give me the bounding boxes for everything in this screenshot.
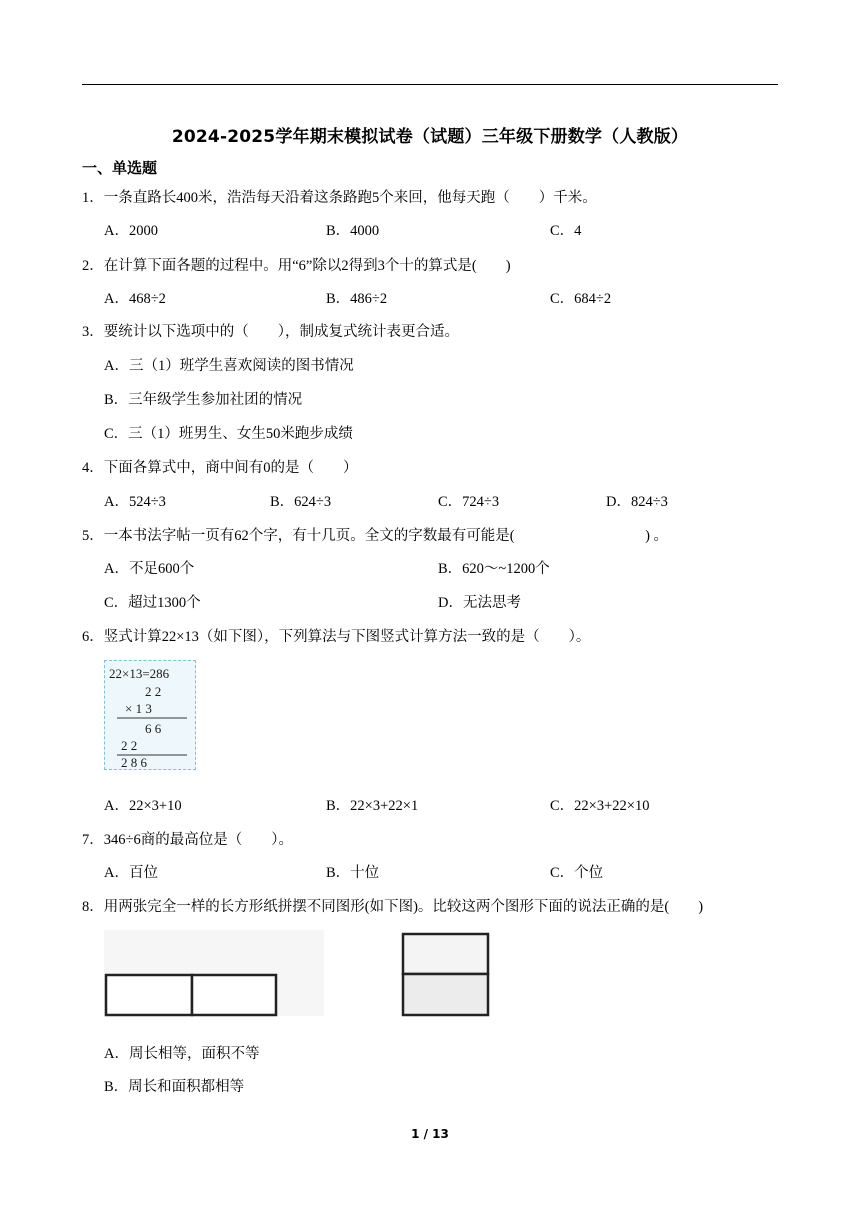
q8-option-a: A．周长相等，面积不等 [104,1046,260,1062]
q7-option-a: A．百位 [104,865,158,881]
q2-option-a: A．468÷2 [104,291,166,307]
calc-header: 22×13=286 [109,666,170,681]
q5-option-a: A．不足600个 [104,561,195,577]
calc-row-2: × 1 3 [125,701,152,716]
q6-option-a: A．22×3+10 [104,798,182,814]
q7-option-c: C．个位 [550,865,604,881]
q1-option-a: A．2000 [104,223,158,239]
section-heading: 一、单选题 [82,159,158,177]
calc-row-1: 2 2 [145,684,162,699]
q5-option-d: D．无法思考 [438,595,521,611]
q8-option-b: B．周长和面积都相等 [104,1079,245,1095]
vertical-calculation-figure [104,660,196,770]
q1-option-b: B．4000 [326,223,380,239]
header-rule [82,84,778,85]
q4-option-d: D．824÷3 [606,494,668,510]
q5-option-c: C．超过1300个 [104,595,201,611]
question-2: 2．在计算下面各题的过程中。用“6”除以2得到3个十的算式是( ) [82,258,511,274]
q5-option-b: B．620～~1200个 [438,561,550,577]
vertical-calculation-svg [105,661,197,771]
question-5: 5．一本书法字帖一页有62个字，有十几页。全文的字数最有可能是( ) 。 [82,528,669,544]
question-6: 6．竖式计算22×13（如下图），下列算法与下图竖式计算方法一致的是（ ）。 [82,629,591,645]
calc-row-4: 2 2 [121,738,138,753]
q6-option-b: B．22×3+22×1 [326,798,419,814]
q6-option-c: C．22×3+22×10 [550,798,650,814]
rectangle-arrangement-figure [100,928,500,1020]
question-1: 1．一条直路长400米，浩浩每天沿着这条路跑5个来回，他每天跑（ ）千米。 [82,190,597,206]
q3-option-c: C．三（1）班男生、女生50米跑步成绩 [104,426,353,442]
question-4: 4．下面各算式中，商中间有0的是（ ） [82,460,358,476]
calc-row-5: 2 8 6 [121,755,147,770]
q3-option-a: A．三（1）班学生喜欢阅读的图书情况 [104,358,354,374]
horizontal-rect-left [106,975,192,1015]
q4-option-b: B．624÷3 [270,494,332,510]
q1-option-c: C．4 [550,223,582,239]
q2-option-b: B．486÷2 [326,291,388,307]
horizontal-rect-right [192,975,276,1015]
question-7: 7．346÷6商的最高位是（ ）。 [82,832,293,848]
question-3: 3．要统计以下选项中的（ ），制成复式统计表更合适。 [82,324,459,340]
q7-option-b: B．十位 [326,865,380,881]
q4-option-a: A．524÷3 [104,494,166,510]
q4-option-c: C．724÷3 [438,494,500,510]
q3-option-b: B．三年级学生参加社团的情况 [104,392,303,408]
page-title: 2024-2025学年期末模拟试卷（试题）三年级下册数学（人教版） [171,127,689,147]
q2-option-c: C．684÷2 [550,291,612,307]
question-8: 8．用两张完全一样的长方形纸拼摆不同图形(如下图)。比较这两个图形下面的说法正确的是( ) [82,899,704,915]
stacked-rect-top [403,934,488,974]
page-number: 1 / 13 [411,1127,449,1141]
stacked-rect-bottom [403,974,488,1015]
calc-row-3: 6 6 [145,721,162,736]
